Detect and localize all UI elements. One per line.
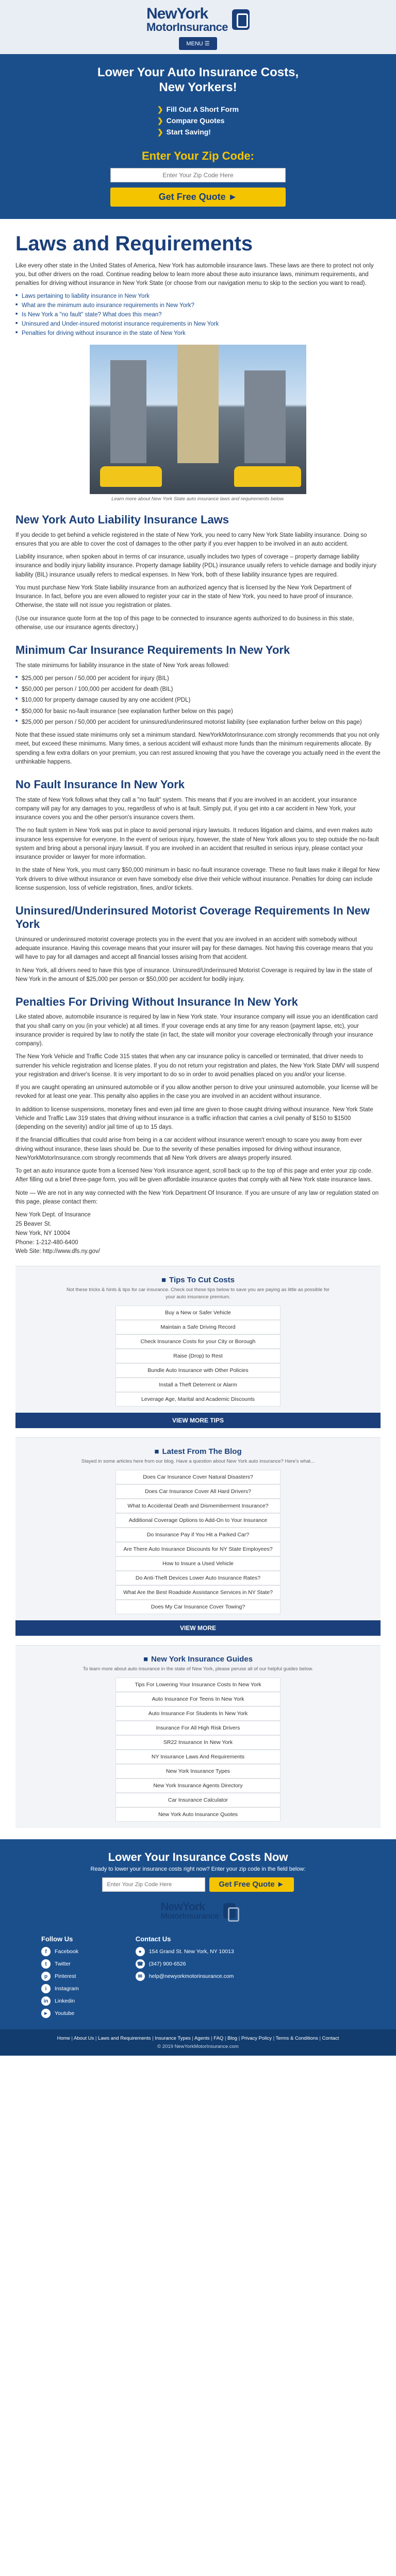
phone-icon: ☎ <box>136 1959 145 1969</box>
location-icon: ● <box>136 1947 145 1956</box>
blog-icon: ■ <box>154 1447 159 1456</box>
footer-link[interactable]: Agents <box>194 2036 210 2042</box>
blog-link[interactable]: What Are the Best Roadside Assistance Services in NY State? <box>116 1585 280 1600</box>
guide-link[interactable]: New York Auto Insurance Quotes <box>116 1807 280 1822</box>
blog-link[interactable]: Do Anti-Theft Devices Lower Auto Insurance Rates? <box>116 1571 280 1585</box>
footer-link[interactable]: Home <box>57 2036 70 2042</box>
section-paragraph: If you decide to get behind a vehicle registered in the state of New York, you need to carry New York State liability insurance. Doing so ensures that you are able to cover the cost of damages to the other party if you ever happen to be involved in an auto accident. <box>15 532 367 547</box>
section-paragraph: In addition to license suspensions, monetary fines and even jail time are given to those caught driving without insurance. New York State Vehicle and Traffic Law 319 states that driving without insurance is a traffic infraction that carries a civil penalty of $150 to $1500 (depending on the severity) and/or jail time of up to 15 days. <box>15 1106 373 1131</box>
social-pinterest[interactable]: p Pinterest <box>41 1972 79 1981</box>
section-paragraph: In the state of New York, you must carry $50,000 minimum in basic no-fault insurance coverage. These no fault laws make it illegal for New York drivers to drive without insurance or even have somebody else drive their vehicle without insurance. Penalties for doing can include license suspension, loss of vehicle registration, fines, and/or tickets. <box>15 867 380 891</box>
section-heading: No Fault Insurance In New York <box>15 778 185 791</box>
tip-link[interactable]: Maintain a Safe Driving Record <box>116 1320 280 1334</box>
intro-paragraph: Like every other state in the United States of America, New York has automobile insurance laws. These laws are there to protect not only you, but other drivers on the road. Continue reading below to learn more about these auto insurance laws, minimum requirements, and penalties for driving without insurance in New York State (or choose from our navigation menu to skip to the section you want to read). <box>15 262 374 287</box>
cta-title: Lower Your Insurance Costs Now <box>108 1851 288 1864</box>
cta-zip-input[interactable] <box>102 1877 205 1892</box>
section-paragraph: The state of New York follows what they call a "no fault" system. This means that if you are involved in an accident, your insurance company will pay for any damages to you, regardless of who is at fault. Simply put, if you get into a car accident in New York, your insurance covers you and the other person's insurance covers them. <box>15 796 357 821</box>
view-more-blog-button[interactable]: VIEW MORE <box>15 1620 381 1636</box>
logo-line1: NewYork <box>146 5 208 22</box>
table-of-contents <box>15 293 381 336</box>
address-line: New York, NY 10004 <box>15 1230 70 1236</box>
insurance-dept-address <box>15 1211 381 1257</box>
copyright: © 2019 NewYorkMotorInsurance.com <box>157 2043 239 2049</box>
guides-subtitle: To learn more about auto insurance in the state of New York, please peruse all of our helpful guides below. <box>82 1666 314 1672</box>
requirements-list <box>15 674 381 727</box>
chevron-right-icon: ❯ <box>157 116 163 125</box>
footer-link[interactable]: Contact <box>322 2036 339 2042</box>
guide-link[interactable]: New York Insurance Types <box>116 1764 280 1778</box>
tip-link[interactable]: Raise (Drop) to Rest <box>116 1349 280 1363</box>
section-heading: Penalties For Driving Without Insurance In New York <box>15 995 298 1009</box>
chevron-right-icon: ❯ <box>157 105 163 113</box>
section-paragraph: The state minimums for liability insurance in the state of New York areas followed: <box>15 662 230 669</box>
youtube-icon: ► <box>41 2009 51 2018</box>
guides-list <box>15 1677 381 1822</box>
section-paragraph: If the financial difficulties that could arise from being in a car accident without insurance weren't enough to scare you away from ever driving without insurance, these laws should be. Due to the severity of these penalties imposed for driving without insurance, NewYorkMotorInsurance.com strongly recommends that all New York drivers are always properly insured. <box>15 1137 362 1161</box>
hero-banner <box>0 54 396 219</box>
section-heading: New York Auto Liability Insurance Laws <box>15 513 229 527</box>
footer-link[interactable]: Blog <box>227 2036 238 2042</box>
guide-link[interactable]: Auto Insurance For Students In New York <box>116 1706 280 1721</box>
twitter-icon: t <box>41 1959 51 1969</box>
footer-link[interactable]: Insurance Types <box>155 2036 191 2042</box>
tips-section <box>15 1266 381 1413</box>
address-line[interactable]: Web Site: http://www.dfs.ny.gov/ <box>15 1248 100 1255</box>
social-linkedin[interactable]: in Linkedin <box>41 1996 79 2006</box>
follow-title: Follow Us <box>41 1935 73 1943</box>
list-item: ■ $25,000 per person / 50,000 per accident for uninsured/underinsured motorist liability (see explanation further below on this page) <box>15 718 381 727</box>
footer-link[interactable]: About Us <box>74 2036 94 2042</box>
guide-icon: ■ <box>143 1655 148 1664</box>
guide-link[interactable]: New York Insurance Agents Directory <box>116 1778 280 1793</box>
phone-icon <box>223 1903 236 1919</box>
cta-text: Ready to lower your insurance costs right now? Enter your zip code in the field below: <box>90 1866 306 1873</box>
footer-link[interactable]: Privacy Policy <box>241 2036 272 2042</box>
section-paragraph: If you are caught operating an uninsured automobile or if you allow another person to drive your uninsured automobile, your license will be revoked for at least one year. This penalty also applies in the case you are involved in an accident without insurance. <box>15 1084 378 1100</box>
photo-caption: Learn more about New York State auto insurance laws and requirements below. <box>111 496 285 502</box>
tip-icon: ■ <box>161 1276 167 1285</box>
zip-input[interactable] <box>110 168 286 182</box>
hero-step: ❯ Start Saving! <box>157 127 211 136</box>
blog-title: ■ Latest From The Blog <box>154 1447 242 1456</box>
toc-link[interactable]: ■ Is New York a "no fault" state? What does this mean? <box>15 312 381 318</box>
follow-column <box>41 1935 79 2021</box>
section-paragraph: To get an auto insurance quote from a licensed New York insurance agent, scroll back up to the top of this page and enter your zip code. After filling out a brief three-page form, you will be given affordable insurance quotes that comply with all New York state insurance laws. <box>15 1168 373 1183</box>
tip-link[interactable]: Bundle Auto Insurance with Other Policies <box>116 1363 280 1378</box>
footer-logo-line1: NewYork <box>160 1900 205 1913</box>
section-paragraph: The no fault system in New York was put in place to avoid personal injury lawsuits. It reduces litigation and claims, and even makes auto insurance less expensive for everyone. In the event of serious injury, however, the state of New York allows you to step outside the no-fault system and bring about a personal injury lawsuit. If you are involved in an accident that resulted in serious injury, please contact your insurance provider or lawyer for more information. <box>15 827 379 861</box>
blog-section <box>15 1437 381 1620</box>
section-heading: Minimum Car Insurance Requirements In New York <box>15 643 290 657</box>
address-line: Phone: 1-212-480-6400 <box>15 1239 78 1246</box>
hero-steps <box>157 103 239 139</box>
logo-line2: MotorInsurance <box>146 21 228 33</box>
guide-link[interactable]: Insurance For All High Risk Drivers <box>116 1721 280 1735</box>
chevron-right-icon: ❯ <box>157 127 163 136</box>
tip-link[interactable]: Buy a New or Safer Vehicle <box>116 1306 280 1320</box>
toc-link[interactable]: ■ Penalties for driving without insurance in the state of New York <box>15 330 381 336</box>
section-paragraph: Note — We are not in any way connected with the New York Department Of Insurance. If you are unsure of any law or regulation stated on this page, please contact them: <box>15 1190 379 1205</box>
address-line: 25 Beaver St. <box>15 1221 52 1227</box>
phone-icon <box>232 9 250 30</box>
contact-email[interactable]: ✉ help@newyorkmotorinsurance.com <box>136 1972 234 1981</box>
blog-link[interactable]: Additional Coverage Options to Add-On to Your Insurance <box>116 1513 280 1528</box>
section-paragraph: In New York, all drivers need to have this type of insurance. Uninsured/Underinsured Motorist Coverage is required by law in the state of New York in the amount of $25,000 per person or $50,000 per accident for bodily injury. <box>15 967 372 982</box>
footer-link[interactable]: Terms & Conditions <box>275 2036 318 2042</box>
social-facebook[interactable]: f Facebook <box>41 1947 79 1956</box>
blog-link[interactable]: What to Accidental Death and Dismemberment Insurance? <box>116 1499 280 1513</box>
contact-phone[interactable]: ☎ (347) 900-6526 <box>136 1959 234 1969</box>
page-title: Laws and Requirements <box>15 232 253 255</box>
section-paragraph: You must purchase New York State liability insurance from an authorized agency that is licensed by the New York Department of Insurance. In fact, before you are even allowed to register your car in the state of New York, you need to have proof of insurance. Otherwise, the state will not issue you registration or plates. <box>15 584 354 609</box>
blog-link[interactable]: Does My Car Insurance Cover Towing? <box>116 1600 280 1614</box>
section-heading: Uninsured/Underinsured Motorist Coverage Requirements In New York <box>15 904 370 931</box>
cta-quote-button[interactable]: Get Free Quote ► <box>209 1877 293 1892</box>
toc-link[interactable]: ■ Uninsured and Under-insured motorist insurance requirements in New York <box>15 321 381 327</box>
blog-link[interactable]: Does Car Insurance Cover All Hard Drivers? <box>116 1484 280 1499</box>
contact-title: Contact Us <box>135 1935 171 1943</box>
section-paragraph: (Use our insurance quote form at the top of this page to be connected to insurance agents authorized to do business in this state, otherwise, use our insurance agents directory.) <box>15 615 354 631</box>
linkedin-icon: in <box>41 1996 51 2006</box>
list-item: ■ $25,000 per person / 50,000 per accident for injury (BIL) <box>15 674 381 683</box>
section-paragraph: Uninsured or underinsured motorist coverage protects you in the event that you are involved in an accident with somebody without adequate insurance. Having this coverage means that your insurer will pay for these damages. Not having this coverage means that you will have to pay for all damages and accept all financial losses arising from that accident. <box>15 936 373 961</box>
footer-link[interactable]: FAQ <box>213 2036 224 2042</box>
bottom-cta <box>0 1839 396 1930</box>
guide-link[interactable]: Tips For Lowering Your Insurance Costs In New York <box>116 1677 280 1692</box>
guide-link[interactable]: Car Insurance Calculator <box>116 1793 280 1807</box>
guides-title: ■ New York Insurance Guides <box>143 1655 253 1664</box>
hero-step: ❯ Compare Quotes <box>157 116 225 125</box>
blog-subtitle: Stayed in some articles here from our blog. Have a question about New York auto insurance? Here's what... <box>81 1458 315 1464</box>
view-more-tips-button[interactable]: VIEW MORE TIPS <box>15 1413 381 1428</box>
site-footer <box>0 1930 396 2029</box>
tips-subtitle: Not these tricks & hints & tips for car insurance. Check out these tips below to save you are paying as little as possible for your auto insurance premium. <box>66 1287 330 1300</box>
facebook-icon: f <box>41 1947 51 1956</box>
tips-list <box>15 1306 381 1406</box>
menu-label: MENU <box>186 41 203 47</box>
list-item: ■ $50,000 for basic no-fault insurance (see explanation further below on this page) <box>15 707 381 716</box>
section-paragraph: Like stated above, automobile insurance is required by law in New York state. Your insurance company will issue you an identification card that you shall carry on you (in your vehicle) at all times. If your coverage ends at any time for any reason (payment lapse, etc), your insurance provider is required by law to notify the state (in fact, the state will monitor your coverage electronically through your insurance company). <box>15 1014 378 1047</box>
section-paragraph: The New York Vehicle and Traffic Code 315 states that when any car insurance policy is cancelled or terminated, that driver needs to surrender his vehicle registration and license plates. If you do not return your registration and plates, the New York State DMV will suspend your registration and driver's license. It is very important to do so in order to avoid penalties placed on you and/or your license. <box>15 1054 380 1078</box>
zip-title: Enter Your Zip Code: <box>142 149 254 162</box>
blog-link[interactable]: Are There Auto Insurance Discounts for NY State Employees? <box>116 1542 280 1556</box>
email-icon: ✉ <box>136 1972 145 1981</box>
social-twitter[interactable]: t Twitter <box>41 1959 79 1969</box>
footer-links-bar: Home | About Us | Laws and Requirements | Insurance Types | Agents | FAQ | Blog | Privacy Policy | Terms & Conditions | Contact © 2019 NewYorkMotorInsurance.com <box>0 2029 396 2055</box>
guides-section <box>15 1645 381 1828</box>
footer-logo-line2: MotorInsurance <box>160 1912 219 1921</box>
guide-link[interactable]: SR22 Insurance In New York <box>116 1735 280 1750</box>
hero-step: ❯ Fill Out A Short Form <box>157 105 239 113</box>
pinterest-icon: p <box>41 1972 51 1981</box>
site-header <box>0 0 396 54</box>
footer-link[interactable]: Laws and Requirements <box>97 2036 151 2042</box>
tip-link[interactable]: Install a Theft Deterrent or Alarm <box>116 1378 280 1392</box>
social-youtube[interactable]: ► Youtube <box>41 2009 79 2018</box>
site-logo[interactable] <box>146 6 250 33</box>
tip-link[interactable]: Leverage Age, Marital and Academic Discounts <box>116 1392 280 1406</box>
section-paragraph: Liability insurance, when spoken about in terms of car insurance, usually includes two types of coverage – property damage liability insurance and bodily injury liability insurance. Property damage liability (PDL) insurance usually refers to vehicle damage and bodily injury liability (BIL) insurance usually refers to medical expenses. In New York, both of these liability insurance types are required. <box>15 554 376 578</box>
contact-column <box>136 1935 234 2021</box>
menu-button[interactable]: MENU ☰ <box>179 37 217 50</box>
city-taxi-photo <box>90 345 306 494</box>
get-quote-button[interactable]: Get Free Quote ► <box>110 188 286 207</box>
main-content <box>0 219 396 1266</box>
blog-link[interactable]: How to Insure a Used Vehicle <box>116 1556 280 1571</box>
social-instagram[interactable]: i Instagram <box>41 1984 79 1993</box>
list-item: ■ $10,000 for property damage caused by any one accident (PDL) <box>15 696 381 705</box>
tip-link[interactable]: Check Insurance Costs for your City or Borough <box>116 1334 280 1349</box>
guide-link[interactable]: Auto Insurance For Teens In New York <box>116 1692 280 1706</box>
instagram-icon: i <box>41 1984 51 1993</box>
toc-link[interactable]: ■ What are the minimum auto insurance requirements in New York? <box>15 302 381 309</box>
toc-link[interactable]: ■ Laws pertaining to liability insurance in New York <box>15 293 381 299</box>
blog-link[interactable]: Do Insurance Pay if You Hit a Parked Car? <box>116 1528 280 1542</box>
footer-logo <box>0 1901 396 1921</box>
blog-link[interactable]: Does Car Insurance Cover Natural Disasters? <box>116 1470 280 1484</box>
list-item: ■ $50,000 per person / 100,000 per accident for death (BIL) <box>15 685 381 694</box>
address-line: New York Dept. of Insurance <box>15 1212 91 1218</box>
guide-link[interactable]: NY Insurance Laws And Requirements <box>116 1750 280 1764</box>
blog-list <box>15 1470 381 1614</box>
tips-title: ■ Tips To Cut Costs <box>161 1276 235 1285</box>
hero-headline: Lower Your Auto Insurance Costs, New Yorkers! <box>97 65 299 94</box>
section-paragraph: Note that these issued state minimums only set a minimum standard. NewYorkMotorInsurance.com strongly recommends that you not only meet, but exceed these minimums. Many times, a serious accident will exhaust more funds than the minimum requirements allocate. By spending a few extra dollars on your premium, you can rest assured knowing that you have the coverage you actually need in the event the unthinkable happens. <box>15 732 381 765</box>
contact-address: ● 154 Grand St. New York, NY 10013 <box>136 1947 234 1956</box>
